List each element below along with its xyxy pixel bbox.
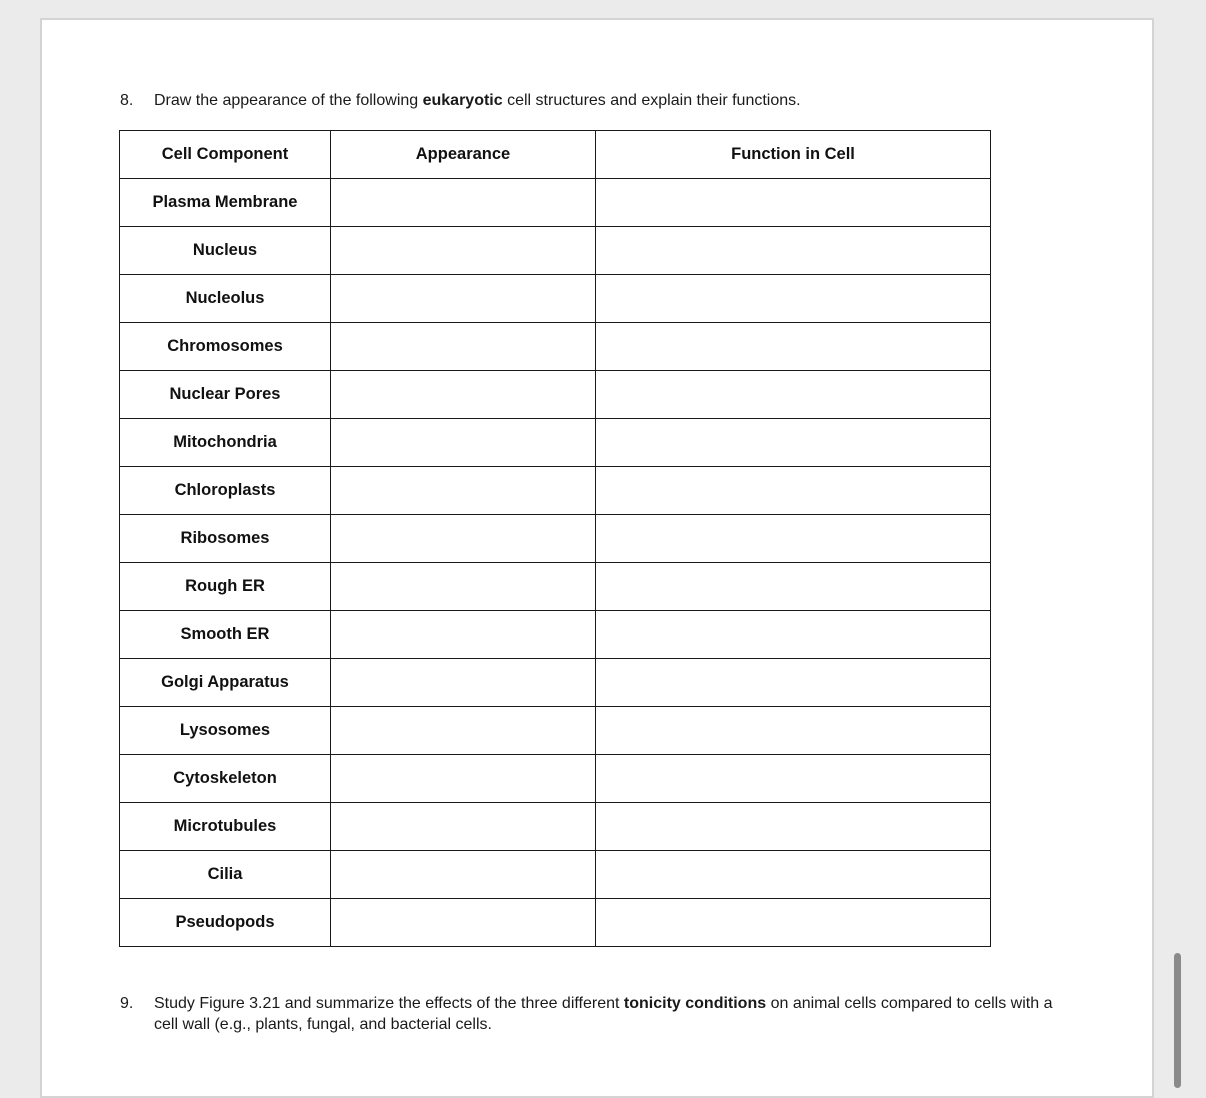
- function-cell[interactable]: [596, 563, 991, 611]
- appearance-cell[interactable]: [331, 899, 596, 947]
- cell-component-name: Microtubules: [120, 803, 331, 851]
- table-row: [120, 563, 991, 611]
- cell-structures-table: [119, 130, 991, 947]
- table-row: [120, 755, 991, 803]
- appearance-cell[interactable]: [331, 851, 596, 899]
- cell-component-name: Pseudopods: [120, 899, 331, 947]
- table-row: [120, 515, 991, 563]
- table-row: [120, 803, 991, 851]
- appearance-cell[interactable]: [331, 611, 596, 659]
- question-8-text-after: cell structures and explain their functions.: [502, 92, 801, 109]
- appearance-cell[interactable]: [331, 179, 596, 227]
- table-row: [120, 659, 991, 707]
- table-row: [120, 227, 991, 275]
- appearance-cell[interactable]: [331, 803, 596, 851]
- table-row: [120, 275, 991, 323]
- appearance-cell[interactable]: [331, 563, 596, 611]
- function-cell[interactable]: [596, 227, 991, 275]
- vertical-scrollbar[interactable]: [1174, 953, 1181, 1088]
- function-cell[interactable]: [596, 611, 991, 659]
- appearance-cell[interactable]: [331, 419, 596, 467]
- header-cell-component: Cell Component: [120, 131, 331, 179]
- cell-component-name: Lysosomes: [120, 707, 331, 755]
- table-row: [120, 899, 991, 947]
- question-8-number: 8.: [120, 92, 134, 109]
- function-cell[interactable]: [596, 755, 991, 803]
- function-cell[interactable]: [596, 323, 991, 371]
- appearance-cell[interactable]: [331, 515, 596, 563]
- question-9-number: 9.: [120, 995, 134, 1012]
- table-row: [120, 467, 991, 515]
- table-body: [120, 179, 991, 947]
- question-9-text-after: on animal cells compared to cells with a cell wall (e.g., plants, fungal, and bacterial cells.: [154, 995, 1053, 1033]
- cell-component-name: Cytoskeleton: [120, 755, 331, 803]
- appearance-cell[interactable]: [331, 371, 596, 419]
- cell-component-name: Chloroplasts: [120, 467, 331, 515]
- cell-component-name: Nuclear Pores: [120, 371, 331, 419]
- table-row: [120, 371, 991, 419]
- cell-component-name: Golgi Apparatus: [120, 659, 331, 707]
- cell-component-name: Ribosomes: [120, 515, 331, 563]
- function-cell[interactable]: [596, 899, 991, 947]
- question-9-text: [154, 993, 1080, 1035]
- question-8: [120, 90, 1020, 111]
- appearance-cell[interactable]: [331, 755, 596, 803]
- cell-component-name: Plasma Membrane: [120, 179, 331, 227]
- function-cell[interactable]: [596, 515, 991, 563]
- function-cell[interactable]: [596, 467, 991, 515]
- cell-component-name: Smooth ER: [120, 611, 331, 659]
- table-row: [120, 323, 991, 371]
- appearance-cell[interactable]: [331, 659, 596, 707]
- question-8-text-before: Draw the appearance of the following: [154, 92, 423, 109]
- question-9: [120, 993, 1080, 1035]
- function-cell[interactable]: [596, 851, 991, 899]
- cell-component-name: Mitochondria: [120, 419, 331, 467]
- question-8-text-bold: eukaryotic: [422, 92, 503, 109]
- function-cell[interactable]: [596, 707, 991, 755]
- question-9-text-before: Study Figure 3.21 and summarize the effects of the three different: [154, 995, 624, 1012]
- table-row: [120, 707, 991, 755]
- appearance-cell[interactable]: [331, 275, 596, 323]
- function-cell[interactable]: [596, 179, 991, 227]
- cell-component-name: Cilia: [120, 851, 331, 899]
- question-9-text-bold: tonicity conditions: [623, 995, 767, 1012]
- function-cell[interactable]: [596, 371, 991, 419]
- table-row: [120, 179, 991, 227]
- table-row: [120, 611, 991, 659]
- function-cell[interactable]: [596, 275, 991, 323]
- function-cell[interactable]: [596, 659, 991, 707]
- header-function-in-cell: Function in Cell: [596, 131, 991, 179]
- function-cell[interactable]: [596, 419, 991, 467]
- cell-component-name: Chromosomes: [120, 323, 331, 371]
- table-row: [120, 851, 991, 899]
- appearance-cell[interactable]: [331, 467, 596, 515]
- question-8-text: [154, 90, 1020, 111]
- function-cell[interactable]: [596, 803, 991, 851]
- document-page: [40, 18, 1154, 1098]
- appearance-cell[interactable]: [331, 323, 596, 371]
- appearance-cell[interactable]: [331, 227, 596, 275]
- cell-component-name: Nucleolus: [120, 275, 331, 323]
- table-header-row: [120, 131, 991, 179]
- cell-component-name: Rough ER: [120, 563, 331, 611]
- table-row: [120, 419, 991, 467]
- cell-component-name: Nucleus: [120, 227, 331, 275]
- appearance-cell[interactable]: [331, 707, 596, 755]
- header-appearance: Appearance: [331, 131, 596, 179]
